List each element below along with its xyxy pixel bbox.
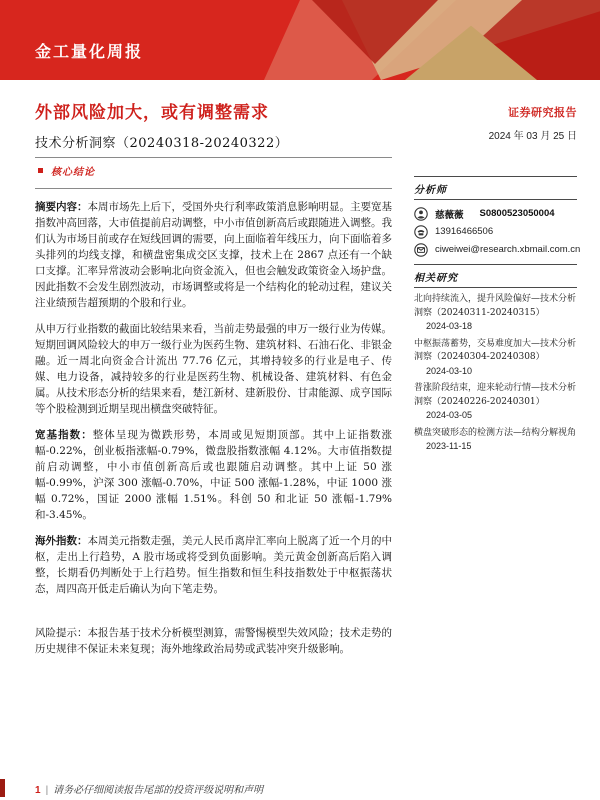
sidebar: [414, 104, 581, 455]
related-title: 普涨阶段结束，迎来轮动行情—技术分析洞察（20240226-20240301）: [414, 383, 577, 407]
related-research-list: [414, 288, 577, 455]
main-column: [35, 98, 392, 657]
footer-corner-mark: [0, 779, 5, 797]
analyst-phone-row: [414, 224, 577, 239]
paragraph-broad-index: [35, 427, 392, 523]
related-research-heading: 相关研究: [414, 273, 458, 284]
analyst-email-row: [414, 242, 581, 257]
page-title: 外部风险加大，或有调整需求: [35, 103, 269, 123]
paragraph-text: 本周美元指数走强，美元人民币离岸汇率向上脱离了近一个月的中枢，走出上行趋势，A 股市场或将受到负面影响。美元黄金创新高后陷入调整，长期看仍判断处于上行趋势。恒生指数和恒生科技指数处于中枢振荡状态，周四高开低走后确认为向下笔走势。: [35, 535, 392, 595]
analyst-name-row: [414, 206, 577, 221]
analyst-phone: 13916466506: [435, 226, 494, 237]
paragraph-summary: [35, 199, 392, 311]
report-subtitle: 技术分析洞察（20240318-20240322）: [35, 136, 289, 151]
divider: [35, 188, 392, 189]
report-date: 2024 年 03 月 25 日: [488, 131, 577, 142]
related-title: 横盘突破形态的检测方法—结构分解视角: [414, 427, 577, 438]
related-date: 2024-03-18: [426, 321, 473, 331]
paragraph-text: 整体呈现为微跌形势，本周或见短期顶部。其中上证指数涨幅-0.22%，创业板指涨幅-0.79%，微盘股指数涨幅 4.12%。大市值指数提前启动调整，中小市值创新高后或也跟随启动调整。其中上证 50 涨幅-0.99%，沪深 300 涨幅-0.70%，中证 500 涨幅-1.28%，中证 1000 涨幅 0.72%，国证 2000 涨幅 1.51%。科创 50 和北证 50 涨幅-1.79%和-3.45%。: [35, 429, 392, 521]
person-icon: [414, 207, 428, 221]
report-type-label: 证券研究报告: [508, 106, 577, 119]
analyst-name: 慈薇薇: [435, 209, 464, 221]
section-header-core-conclusion: [35, 158, 392, 182]
related-title: 北向持续流入，提升风险偏好—技术分析洞察（20240311-20240315）: [414, 294, 577, 318]
related-date: 2023-11-15: [426, 441, 472, 451]
related-title: 中枢振荡蓄势，交易难度加大—技术分析洞察（20240304-20240308）: [414, 338, 577, 362]
related-research-item: [414, 338, 577, 380]
paragraph-overseas-index: [35, 533, 392, 597]
paragraph-label: 宽基指数：: [35, 429, 93, 441]
related-research-item: [414, 427, 577, 455]
related-date: 2024-03-05: [426, 410, 473, 420]
analyst-section-heading: 分析师: [414, 185, 447, 196]
paragraph-label: 海外指数：: [35, 535, 88, 547]
footer: [35, 781, 263, 796]
paragraph-label: 摘要内容：: [35, 201, 88, 213]
related-research-item: [414, 293, 577, 335]
related-research-item: [414, 382, 577, 424]
related-date: 2024-03-10: [426, 365, 473, 376]
header-banner: [0, 0, 600, 80]
email-icon: [414, 243, 428, 257]
series-title: 金工量化周报: [35, 42, 144, 61]
footer-disclaimer: 请务必仔细阅读报告尾部的投资评级说明和声明: [53, 785, 264, 796]
paragraph-risk-warning: [35, 625, 392, 657]
footer-separator: |: [45, 785, 49, 796]
paragraph-text: 本周市场先上后下，受国外央行利率政策消息影响明显。主要宽基指数冲高回落，大市值提前启动调整，中小市值创新高后或跟随进入调整。我们认为市场目前或存在短线回调的需要，向上面临着年线压力，向下面临着多头排列的均线支撑，和横盘密集成交区支撑，技术上在 2867 点还有一个缺口支撑。汇率异常波动会影响北向资金流入，但也会触发政策资金入场护盘。因此指数不会发生剧烈波动，市场调整或将是一个结构化的轮动过程，建议关注业绩预告超预期的个股和行业。: [35, 201, 392, 309]
analyst-email: ciweiwei@research.xbmail.com.cn: [435, 244, 581, 255]
section-label: 核心结论: [51, 167, 95, 178]
phone-icon: [414, 225, 428, 239]
analyst-info: [414, 200, 581, 264]
bullet-square-icon: [38, 168, 43, 173]
paragraph-text: 从申万行业指数的截面比较结果来看，当前走势最强的申万一级行业为传媒。短期回调风险较大的申万一级行业为医药生物、建筑材料、石油石化、非银金融。近一周北向资金合计流出 77.76 亿元，其增持较多的行业是电子、传媒、电力设备，减持较多的行业是医药生物、机械设备、建筑材料、有色金属。从技术形态分析的结果来看，楚江新材、建新股份、甘肃能源、成亨国际等个股检测到近期呈现出横盘突破特征。: [35, 323, 392, 415]
paragraph-label: 风险提示：: [35, 627, 88, 639]
paragraph-text: 本报告基于技术分析模型测算，需警惕模型失效风险；技术走势的历史规律不保证未来复现；海外地缘政治局势或武装冲突升级影响。: [35, 627, 392, 655]
analyst-license: S0800523050004: [479, 208, 555, 219]
page-number: 1: [35, 785, 41, 796]
paragraph-industry: [35, 321, 392, 417]
